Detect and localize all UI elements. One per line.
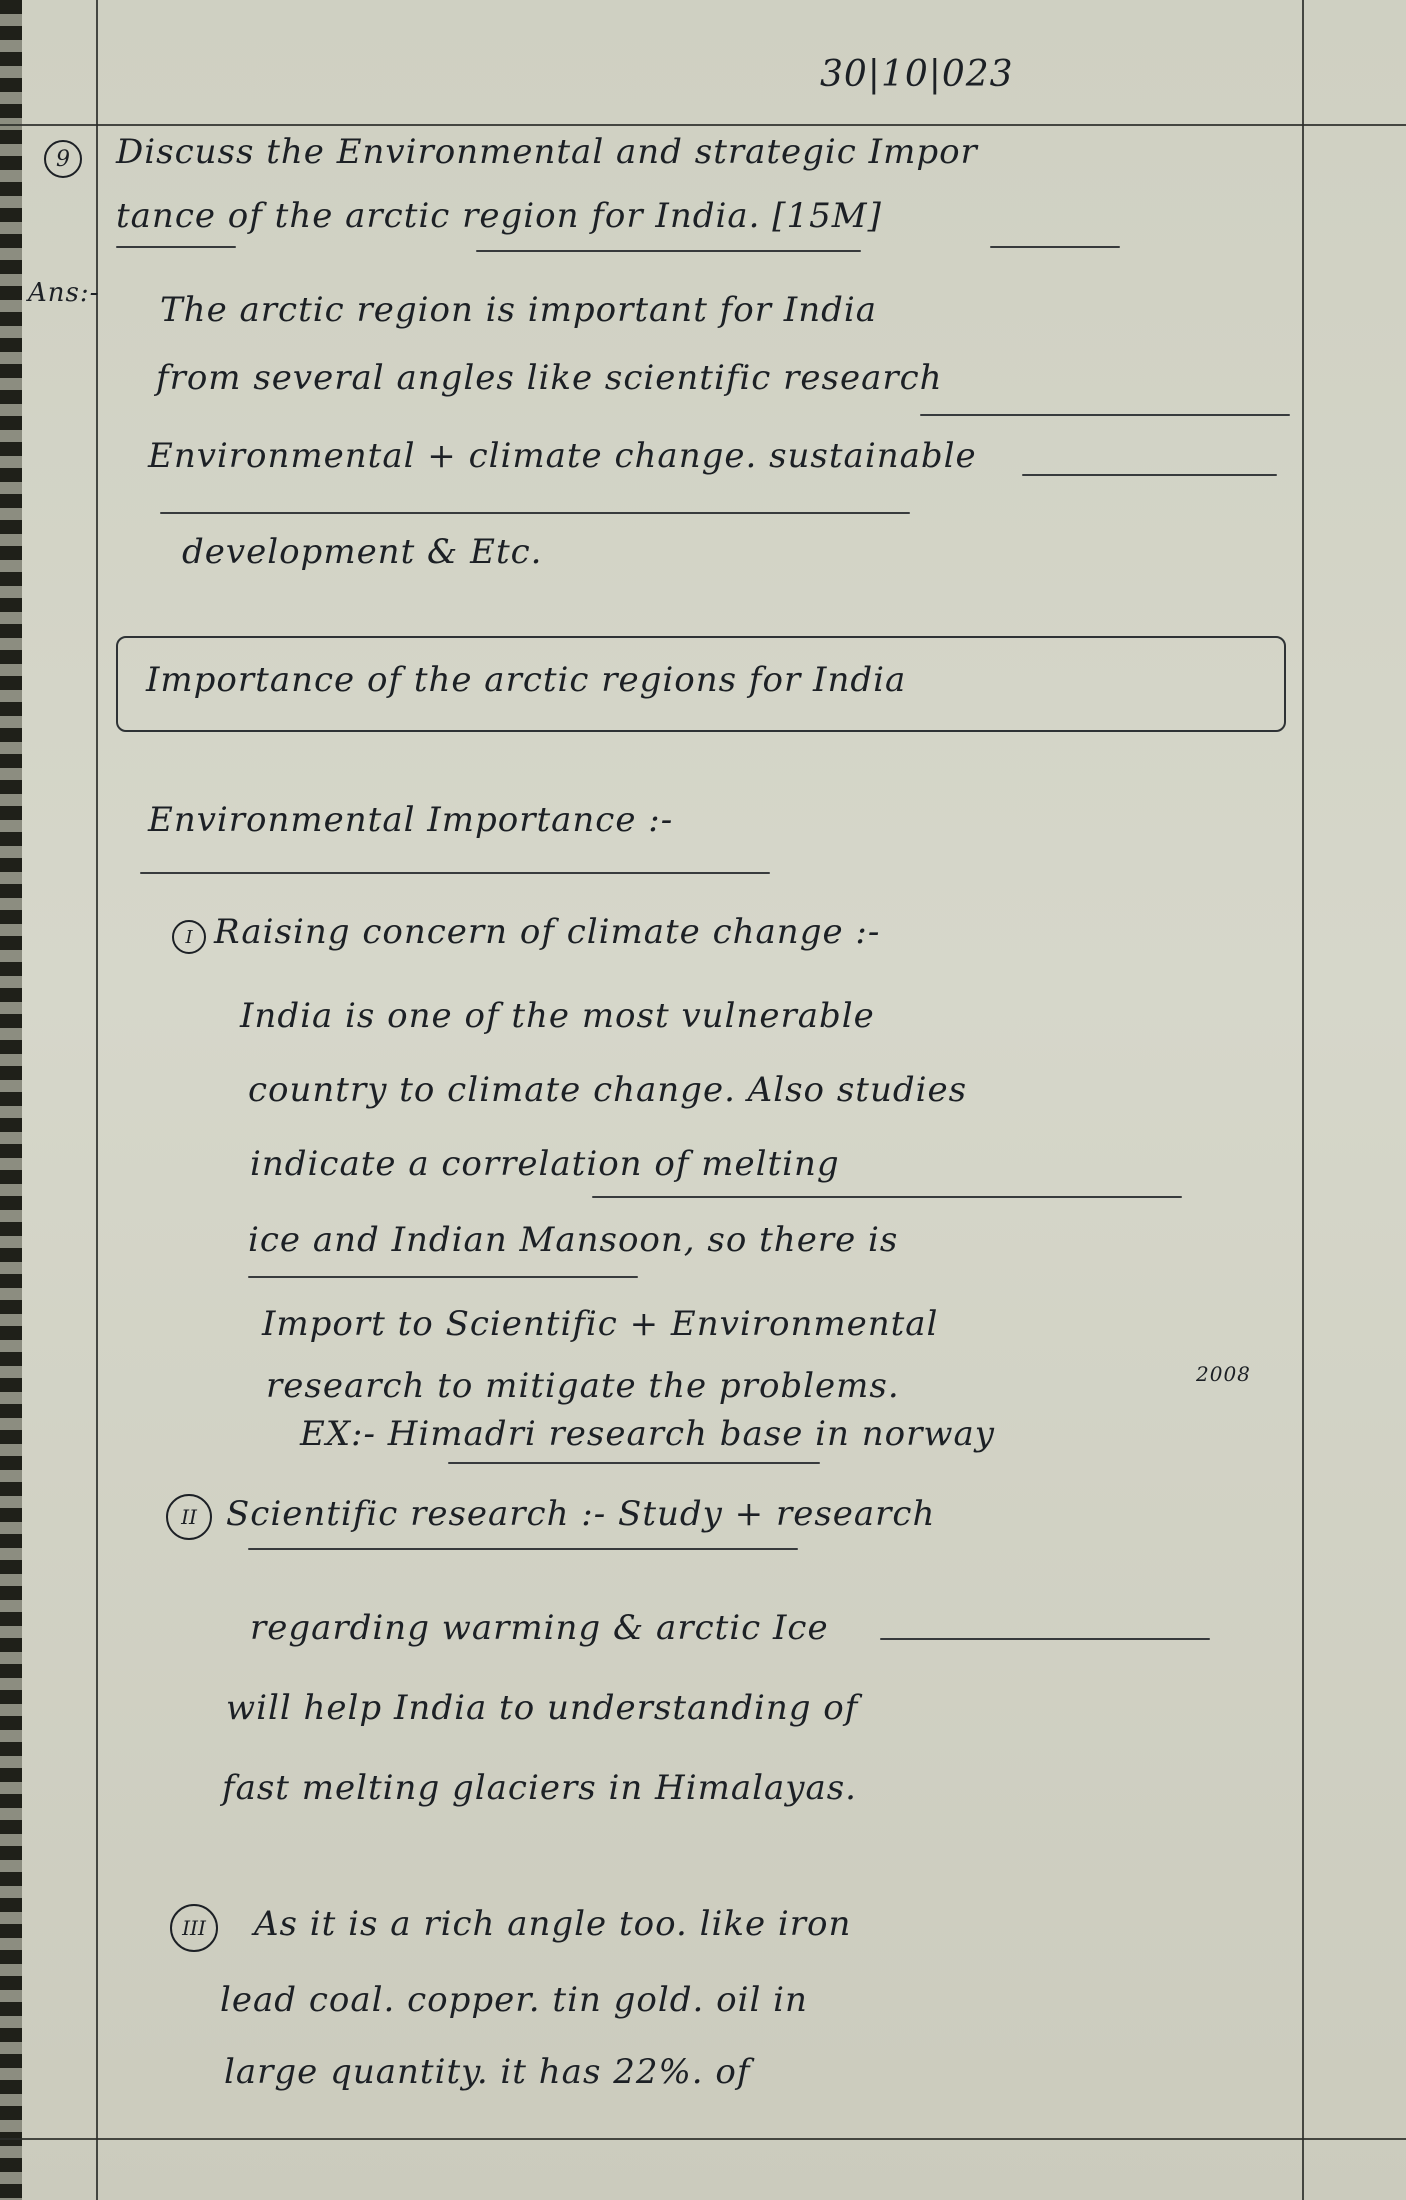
bottom-margin-line: [0, 2138, 1406, 2140]
spiral-binding: [0, 0, 22, 2200]
intro-line-4: development & Etc.: [182, 532, 543, 572]
point-2-line-3: will help India to understanding of: [226, 1688, 859, 1728]
underline: [476, 250, 861, 252]
point-number-3: III: [170, 1904, 218, 1952]
underline: [1022, 474, 1277, 476]
section-heading: Environmental Importance :-: [148, 800, 674, 840]
point-3-line-2: lead coal. copper. tin gold. oil in: [220, 1980, 808, 2020]
question-number: 9: [44, 140, 82, 178]
boxed-heading: Importance of the arctic regions for India: [146, 660, 907, 700]
point-number-2: II: [166, 1494, 212, 1540]
underline: [990, 246, 1120, 248]
point-number-1: I: [172, 920, 206, 954]
intro-line-3: Environmental + climate change. sustainable: [148, 436, 977, 476]
underline: [920, 414, 1290, 416]
intro-line-1: The arctic region is important for India: [160, 290, 878, 330]
point-1-line-6: Import to Scientific + Environmental: [262, 1304, 939, 1344]
point-1-line-8: EX:- Himadri research base in norway: [300, 1414, 995, 1454]
point-1-note: 2008: [1196, 1362, 1251, 1386]
point-2-line-1: Scientific research :- Study + research: [226, 1494, 936, 1534]
question-line-1: Discuss the Environmental and strategic Impor: [116, 132, 978, 172]
point-3-line-3: large quantity. it has 22%. of: [224, 2052, 751, 2092]
right-margin-line: [1302, 0, 1304, 2200]
point-1-line-1: Raising concern of climate change :-: [214, 912, 881, 952]
point-1-line-2: India is one of the most vulnerable: [240, 996, 875, 1036]
point-1-line-5: ice and Indian Mansoon, so there is: [248, 1220, 899, 1260]
point-1-line-4: indicate a correlation of melting: [250, 1144, 840, 1184]
underline: [448, 1462, 820, 1464]
page-date: 30|10|023: [820, 54, 1014, 95]
underline: [592, 1196, 1182, 1198]
underline: [160, 512, 910, 514]
point-1-line-3: country to climate change. Also studies: [248, 1070, 968, 1110]
underline: [248, 1276, 638, 1278]
underline: [880, 1638, 1210, 1640]
point-2-line-4: fast melting glaciers in Himalayas.: [222, 1768, 857, 1808]
underline: [248, 1548, 798, 1550]
answer-marker: Ans:-: [28, 278, 100, 308]
point-1-line-7: research to mitigate the problems.: [266, 1366, 900, 1406]
point-3-line-1: As it is a rich angle too. like iron: [254, 1904, 852, 1944]
question-line-2: tance of the arctic region for India. [15M]: [116, 196, 882, 236]
underline: [140, 872, 770, 874]
point-2-line-2: regarding warming & arctic Ice: [250, 1608, 829, 1648]
left-margin-line: [96, 0, 98, 2200]
top-margin-line: [0, 124, 1406, 126]
intro-line-2: from several angles like scientific research: [156, 358, 943, 398]
underline: [116, 246, 236, 248]
